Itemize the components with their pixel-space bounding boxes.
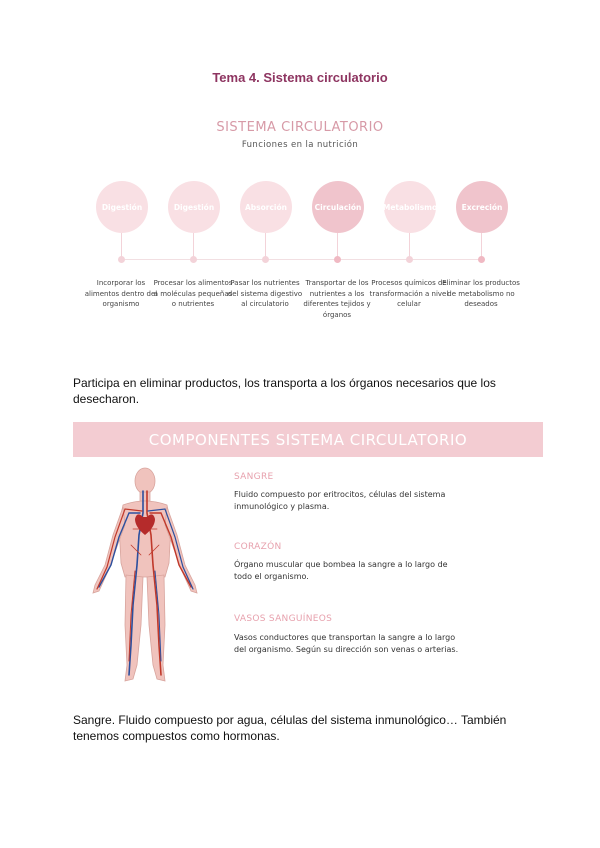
step-connector <box>337 233 338 257</box>
timeline-line <box>121 259 482 260</box>
infographic-title: SISTEMA CIRCULATORIO <box>216 120 384 135</box>
component-description: Órgano muscular que bombea la sangre a lo largo de todo el organismo. <box>234 560 448 581</box>
step-connector <box>409 233 410 257</box>
body-paragraph: Sangre. Fluido compuesto por agua, células del sistema inmunológico… También tenemos compuestos como hormonas. <box>73 713 507 743</box>
step-circle: Circulación <box>312 181 364 233</box>
components-banner <box>73 422 543 457</box>
step-circle: Digestión <box>96 181 148 233</box>
step-circle: Excreción <box>456 181 508 233</box>
component-heading: CORAZÓN <box>234 542 282 552</box>
step-description: Procesos químicos de transformación a nivel celular <box>369 279 449 308</box>
step-dot <box>118 256 125 263</box>
component-heading: VASOS SANGUÍNEOS <box>234 614 333 624</box>
page-title: Tema 4. Sistema circulatorio <box>212 70 388 85</box>
step-dot <box>190 256 197 263</box>
human-body-circulatory-illustration <box>85 465 205 687</box>
step-dot <box>406 256 413 263</box>
step-connector <box>193 233 194 257</box>
step-circle: Digestión <box>168 181 220 233</box>
step-description: Transportar de los nutrientes a los diferentes tejidos y órganos <box>303 279 371 319</box>
component-heading: SANGRE <box>234 472 274 482</box>
step-dot <box>262 256 269 263</box>
body-paragraph: Participa en eliminar productos, los transporta a los órganos necesarios que los desecharon. <box>73 376 496 406</box>
step-dot <box>334 256 341 263</box>
step-description: Eliminar los productos de metabolismo no deseados <box>442 279 520 308</box>
step-dot <box>478 256 485 263</box>
components-banner-title: COMPONENTES SISTEMA CIRCULATORIO <box>148 430 468 449</box>
step-description: Incorporar los alimentos dentro del organismo <box>84 279 158 308</box>
step-connector <box>265 233 266 257</box>
step-circle: Metabolismo <box>384 181 436 233</box>
step-connector <box>121 233 122 257</box>
component-description: Vasos conductores que transportan la sangre a lo largo del organismo. Según su dirección son venas o arterias. <box>234 633 459 654</box>
step-connector <box>481 233 482 257</box>
step-description: Procesar los alimentos a moléculas pequeñas o nutrientes <box>153 279 233 308</box>
step-circle: Absorción <box>240 181 292 233</box>
infographic-subtitle: Funciones en la nutrición <box>241 140 359 150</box>
step-description: Pasar los nutrientes del sistema digestivo al circulatorio <box>227 279 303 308</box>
component-description: Fluido compuesto por eritrocitos, células del sistema inmunológico y plasma. <box>234 490 446 511</box>
